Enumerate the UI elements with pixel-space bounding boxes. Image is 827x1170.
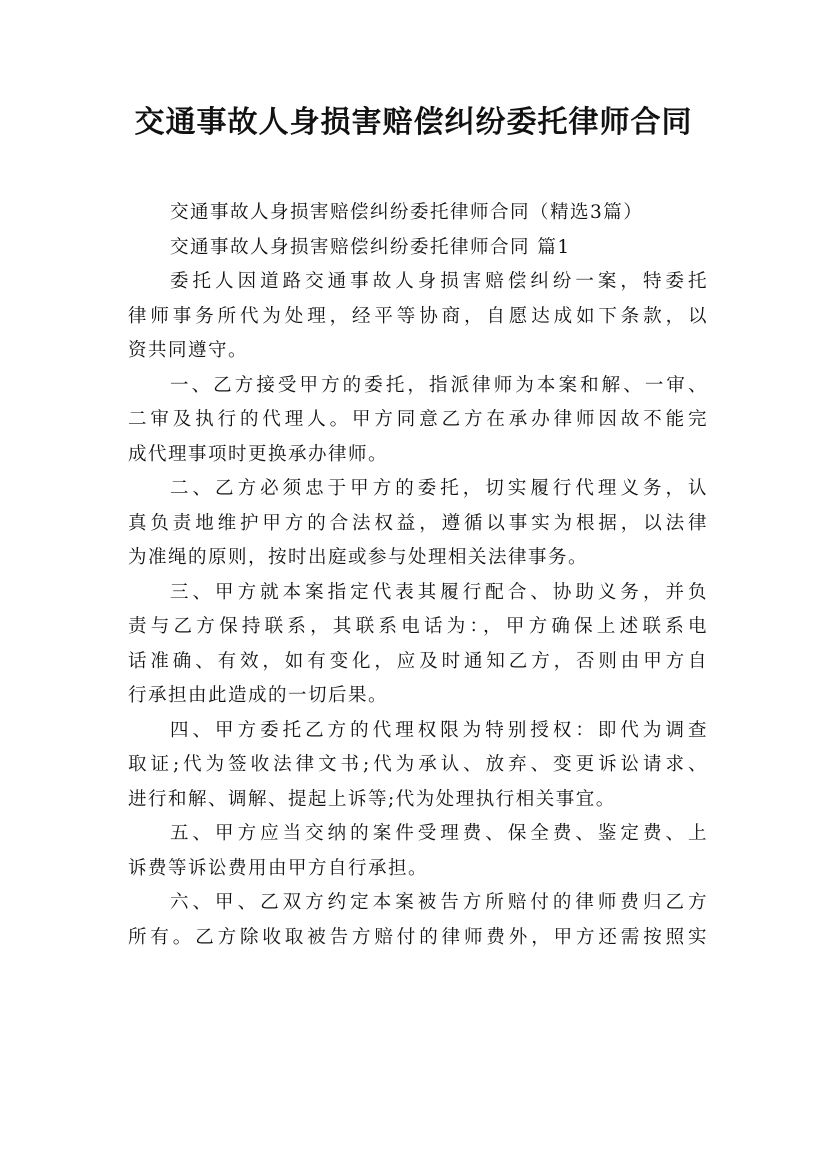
clause-4-line: 取证;代为签收法律文书;代为承认、放弃、变更诉讼请求、 (128, 754, 708, 775)
paragraph-line: 委托人因道路交通事故人身损害赔偿纠纷一案，特委托 (170, 271, 708, 292)
clause-3-line: 三、甲方就本案指定代表其履行配合、协助义务，并负 (170, 581, 708, 603)
section-heading: 交通事故人身损害赔偿纠纷委托律师合同 篇1 (170, 236, 571, 258)
clause-5-line: 诉费等诉讼费用由甲方自行承担。 (128, 857, 429, 879)
clause-6-line: 六、甲、乙双方约定本案被告方所赔付的律师费归乙方 (170, 892, 708, 913)
clause-2-line: 为准绳的原则，按时出庭或参与处理相关法律事务。 (128, 547, 589, 568)
clause-2-line: 真负责地维护甲方的合法权益，遵循以事实为根据，以法律 (128, 512, 708, 534)
paragraph-line: 律师事务所代为处理，经平等协商，自愿达成如下条款，以 (128, 305, 708, 327)
clause-2-line: 二、乙方必须忠于甲方的委托，切实履行代理义务，认 (170, 478, 708, 499)
document-title: 交通事故人身损害赔偿纠纷委托律师合同 (134, 105, 693, 140)
clause-1-line: 成代理事项时更换承办律师。 (128, 443, 389, 465)
clause-4-line: 进行和解、调解、提起上诉等;代为处理执行相关事宜。 (128, 788, 616, 810)
clause-1-line: 一、乙方接受甲方的委托，指派律师为本案和解、一审、 (170, 374, 708, 396)
clause-1-line: 二审及执行的代理人。甲方同意乙方在承办律师因故不能完 (128, 409, 708, 430)
clause-3-line: 行承担由此造成的一切后果。 (128, 685, 389, 706)
paragraph-line: 资共同遵守。 (128, 340, 249, 361)
clause-6-line: 所有。乙方除收取被告方赔付的律师费外，甲方还需按照实 (128, 926, 708, 948)
clause-3-line: 话准确、有效，如有变化，应及时通知乙方，否则由甲方自 (128, 650, 708, 672)
subtitle-line: 交通事故人身损害赔偿纠纷委托律师合同（精选3篇） (170, 202, 644, 223)
clause-4-line: 四、甲方委托乙方的代理权限为特别授权：即代为调查 (170, 719, 708, 741)
clause-5-line: 五、甲方应当交纳的案件受理费、保全费、鉴定费、上 (170, 823, 708, 844)
document-body (128, 196, 708, 955)
clause-3-line: 责与乙方保持联系，其联系电话为：，甲方确保上述联系电 (128, 616, 708, 637)
